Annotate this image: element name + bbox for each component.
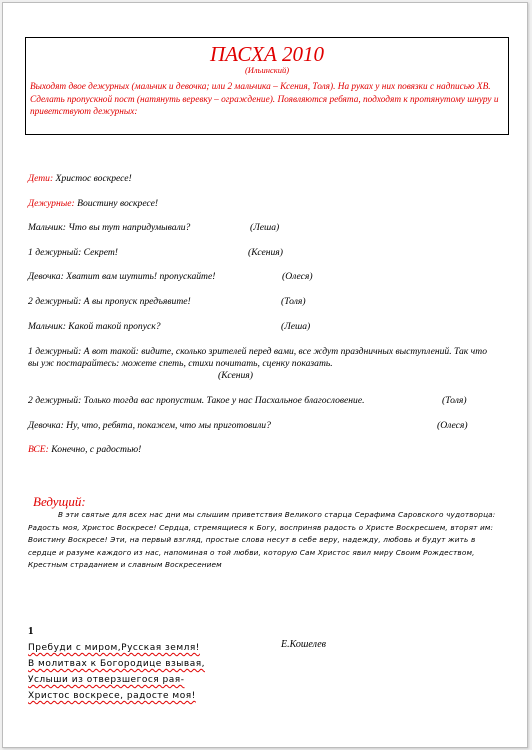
dialogue-actor: (Ксения) xyxy=(218,370,253,381)
poem-verse xyxy=(28,640,205,704)
dialogue-line xyxy=(28,395,508,407)
dialogue-text: Девочка: Хватит вам шутить! пропускайте! xyxy=(28,271,216,282)
page-subtitle: (Ильинский) xyxy=(244,65,290,75)
dialogue-text: Мальчик: Какой такой пропуск? xyxy=(28,321,161,332)
dialogue-actor: (Толя) xyxy=(442,395,467,406)
dialogue-line xyxy=(28,296,508,308)
dialogue-actor: (Ксения) xyxy=(248,247,283,258)
poem-line: Христос воскресе, радосте моя! xyxy=(28,691,196,701)
dialogue-speaker: Дежурные: xyxy=(28,198,75,209)
dialogue-actor: (Леша) xyxy=(281,321,311,332)
poem-line: Пребуди с миром,Русская земля! xyxy=(28,643,200,653)
page-title: ПАСХА 2010 xyxy=(209,42,325,66)
poem-line: В молитвах к Богородице взывая, xyxy=(28,659,205,669)
dialogue-text: Христос воскресе! xyxy=(53,173,132,184)
dialogue-text: Воистину воскресе! xyxy=(74,198,159,209)
title-box xyxy=(25,37,509,135)
poem-line: Услыши из отверзшегося рая- xyxy=(28,675,185,685)
dialogue-speaker: Дети: xyxy=(28,173,54,184)
dialogue-text: 1 дежурный: А вот такой: видите, сколько зрителей перед вами, все ждут праздничных выступлений. Так что вы уж постарайтесь: можете спеть, стихи почитать, сценку показать. xyxy=(28,346,487,369)
document-page xyxy=(2,2,528,748)
poem-number: 1 xyxy=(28,625,34,637)
dialogue-line xyxy=(28,420,508,432)
dialogue-text: Мальчик: Что вы тут напридумывали? xyxy=(28,222,191,233)
dialogue-line xyxy=(28,271,508,283)
dialogue-text: 2 дежурный: А вы пропуск предъявите! xyxy=(28,296,191,307)
dialogue-text: 2 дежурный: Только тогда вас пропустим. Такое у нас Пасхальное благословение. xyxy=(28,395,365,406)
dialogue-text: 1 дежурный: Секрет! xyxy=(28,247,118,258)
dialogue-actor: (Олеся) xyxy=(437,420,468,431)
dialogue-line xyxy=(28,198,508,210)
dialogue-actor: (Толя) xyxy=(281,296,306,307)
dialogue-line xyxy=(28,321,508,333)
dialogue-line xyxy=(28,222,508,234)
poem-author: Е.Кошелев xyxy=(281,639,326,650)
dialogue-line xyxy=(28,346,500,382)
dialogue-actor: (Леша) xyxy=(250,222,280,233)
dialogue-line xyxy=(28,444,508,456)
intro-text: Выходят двое дежурных (мальчик и девочка; или 2 мальчика – Ксения, Толя). На руках у них повязки с надписью ХВ. Сделать пропускной пост (натянуть веревку – ограждение). Появляются ребята, подходят к протянутому шнуру и приветствуют дежурных: xyxy=(30,82,499,118)
dialogue-line xyxy=(28,173,508,185)
dialogue-text: Конечно, с радостью! xyxy=(48,444,142,455)
dialogue-speaker: ВСЕ: xyxy=(28,444,49,455)
leader-label: Ведущий: xyxy=(33,494,86,509)
dialogue-line xyxy=(28,247,508,259)
leader-text: В эти святые для всех нас дни мы слышим приветствия Великого старца Серафима Саровского чудотворца: Радость моя, Христос Воскресе! Сердца, стремящиеся к Богу, восприняв радость о Христе Воскресшем, вторят им: Воистину Воскресе! Эти, на первый взгляд, простые слова несут в себе веру, надежду, любовь и будут жить в сердце и разуме каждого из нас, напоминая о той любви, которую Сам Христос явил миру Своим Рождеством, Крестным страданием и славным Воскресением xyxy=(28,510,496,570)
dialogue-actor: (Олеся) xyxy=(282,271,313,282)
dialogue-text: Девочка: Ну, что, ребята, покажем, что мы приготовили? xyxy=(28,420,271,431)
